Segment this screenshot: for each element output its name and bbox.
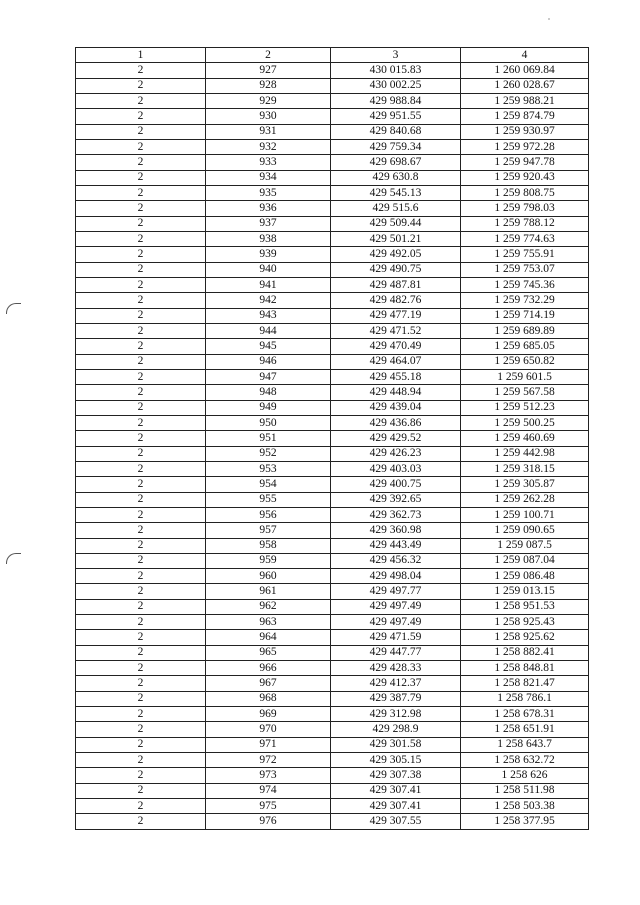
header-cell-col4: 4 <box>461 48 589 63</box>
cell-contour-number: 2 <box>76 216 206 231</box>
cell-point-number: 931 <box>206 124 331 139</box>
cell-x-coordinate: 429 456.32 <box>331 553 461 568</box>
cell-y-coordinate: 1 259 442.98 <box>461 446 589 461</box>
table-row <box>76 569 589 584</box>
table-row <box>76 492 589 507</box>
cell-x-coordinate: 430 002.25 <box>331 78 461 93</box>
table-row <box>76 431 589 446</box>
table-row <box>76 339 589 354</box>
cell-x-coordinate: 429 497.49 <box>331 599 461 614</box>
cell-contour-number: 2 <box>76 124 206 139</box>
cell-x-coordinate: 429 426.23 <box>331 446 461 461</box>
cell-x-coordinate: 429 312.98 <box>331 707 461 722</box>
cell-point-number: 972 <box>206 753 331 768</box>
cell-y-coordinate: 1 259 947.78 <box>461 155 589 170</box>
cell-contour-number: 2 <box>76 446 206 461</box>
cell-y-coordinate: 1 259 755.91 <box>461 247 589 262</box>
cell-x-coordinate: 429 497.49 <box>331 615 461 630</box>
cell-y-coordinate: 1 259 745.36 <box>461 277 589 292</box>
table-row <box>76 63 589 78</box>
cell-x-coordinate: 429 492.05 <box>331 247 461 262</box>
cell-x-coordinate: 429 447.77 <box>331 645 461 660</box>
cell-contour-number: 2 <box>76 93 206 108</box>
cell-x-coordinate: 429 387.79 <box>331 691 461 706</box>
cell-point-number: 941 <box>206 277 331 292</box>
table-row <box>76 645 589 660</box>
cell-contour-number: 2 <box>76 630 206 645</box>
cell-y-coordinate: 1 258 626 <box>461 768 589 783</box>
table-row <box>76 737 589 752</box>
cell-contour-number: 2 <box>76 262 206 277</box>
cell-contour-number: 2 <box>76 247 206 262</box>
coordinates-table <box>75 47 589 830</box>
cell-y-coordinate: 1 260 069.84 <box>461 63 589 78</box>
cell-point-number: 938 <box>206 231 331 246</box>
cell-point-number: 943 <box>206 308 331 323</box>
table-row <box>76 155 589 170</box>
cell-y-coordinate: 1 259 512.23 <box>461 400 589 415</box>
cell-y-coordinate: 1 259 087.5 <box>461 538 589 553</box>
cell-y-coordinate: 1 259 874.79 <box>461 109 589 124</box>
cell-y-coordinate: 1 259 808.75 <box>461 185 589 200</box>
table-row <box>76 262 589 277</box>
cell-contour-number: 2 <box>76 737 206 752</box>
cell-y-coordinate: 1 259 100.71 <box>461 507 589 522</box>
scan-speck <box>548 18 550 20</box>
cell-y-coordinate: 1 258 503.38 <box>461 799 589 814</box>
cell-contour-number: 2 <box>76 799 206 814</box>
cell-x-coordinate: 429 501.21 <box>331 231 461 246</box>
table-row <box>76 323 589 338</box>
table-row <box>76 124 589 139</box>
cell-point-number: 949 <box>206 400 331 415</box>
cell-contour-number: 2 <box>76 783 206 798</box>
cell-contour-number: 2 <box>76 385 206 400</box>
cell-point-number: 948 <box>206 385 331 400</box>
cell-y-coordinate: 1 258 632.72 <box>461 753 589 768</box>
cell-y-coordinate: 1 258 651.91 <box>461 722 589 737</box>
cell-x-coordinate: 429 443.49 <box>331 538 461 553</box>
cell-contour-number: 2 <box>76 109 206 124</box>
cell-y-coordinate: 1 260 028.67 <box>461 78 589 93</box>
cell-y-coordinate: 1 258 848.81 <box>461 661 589 676</box>
cell-point-number: 952 <box>206 446 331 461</box>
cell-point-number: 934 <box>206 170 331 185</box>
cell-x-coordinate: 429 439.04 <box>331 400 461 415</box>
cell-x-coordinate: 429 455.18 <box>331 369 461 384</box>
cell-contour-number: 2 <box>76 431 206 446</box>
table-row <box>76 170 589 185</box>
cell-contour-number: 2 <box>76 645 206 660</box>
table-row <box>76 354 589 369</box>
table-row <box>76 185 589 200</box>
cell-y-coordinate: 1 258 511.98 <box>461 783 589 798</box>
cell-contour-number: 2 <box>76 722 206 737</box>
cell-x-coordinate: 429 490.75 <box>331 262 461 277</box>
header-cell-col1: 1 <box>76 48 206 63</box>
table-row <box>76 783 589 798</box>
cell-contour-number: 2 <box>76 523 206 538</box>
cell-point-number: 929 <box>206 93 331 108</box>
cell-contour-number: 2 <box>76 78 206 93</box>
cell-y-coordinate: 1 259 650.82 <box>461 354 589 369</box>
cell-contour-number: 2 <box>76 400 206 415</box>
cell-y-coordinate: 1 258 925.43 <box>461 615 589 630</box>
cell-point-number: 933 <box>206 155 331 170</box>
cell-point-number: 971 <box>206 737 331 752</box>
cell-point-number: 945 <box>206 339 331 354</box>
cell-contour-number: 2 <box>76 691 206 706</box>
cell-x-coordinate: 429 403.03 <box>331 461 461 476</box>
table-row <box>76 599 589 614</box>
table-row <box>76 768 589 783</box>
cell-point-number: 927 <box>206 63 331 78</box>
cell-x-coordinate: 429 429.52 <box>331 431 461 446</box>
cell-point-number: 970 <box>206 722 331 737</box>
cell-point-number: 957 <box>206 523 331 538</box>
cell-y-coordinate: 1 259 500.25 <box>461 415 589 430</box>
table-row <box>76 477 589 492</box>
cell-contour-number: 2 <box>76 599 206 614</box>
cell-point-number: 953 <box>206 461 331 476</box>
cell-y-coordinate: 1 259 774.63 <box>461 231 589 246</box>
table-row <box>76 369 589 384</box>
cell-y-coordinate: 1 259 788.12 <box>461 216 589 231</box>
cell-y-coordinate: 1 258 882.41 <box>461 645 589 660</box>
table-row <box>76 308 589 323</box>
cell-x-coordinate: 429 497.77 <box>331 584 461 599</box>
cell-x-coordinate: 429 307.38 <box>331 768 461 783</box>
cell-point-number: 950 <box>206 415 331 430</box>
cell-x-coordinate: 429 498.04 <box>331 569 461 584</box>
table-row <box>76 661 589 676</box>
cell-contour-number: 2 <box>76 155 206 170</box>
cell-y-coordinate: 1 259 460.69 <box>461 431 589 446</box>
cell-x-coordinate: 429 305.15 <box>331 753 461 768</box>
table-row <box>76 615 589 630</box>
punch-hole-mark-bottom <box>6 553 21 564</box>
cell-contour-number: 2 <box>76 768 206 783</box>
cell-point-number: 966 <box>206 661 331 676</box>
cell-y-coordinate: 1 259 930.97 <box>461 124 589 139</box>
cell-y-coordinate: 1 258 678.31 <box>461 707 589 722</box>
cell-point-number: 960 <box>206 569 331 584</box>
table-row <box>76 216 589 231</box>
table-row <box>76 799 589 814</box>
cell-x-coordinate: 429 301.58 <box>331 737 461 752</box>
cell-x-coordinate: 429 436.86 <box>331 415 461 430</box>
cell-y-coordinate: 1 258 377.95 <box>461 814 589 829</box>
cell-contour-number: 2 <box>76 707 206 722</box>
cell-point-number: 935 <box>206 185 331 200</box>
cell-y-coordinate: 1 259 305.87 <box>461 477 589 492</box>
cell-contour-number: 2 <box>76 201 206 216</box>
cell-contour-number: 2 <box>76 814 206 829</box>
table-row <box>76 415 589 430</box>
table-row <box>76 722 589 737</box>
cell-contour-number: 2 <box>76 492 206 507</box>
cell-point-number: 965 <box>206 645 331 660</box>
cell-x-coordinate: 429 630.8 <box>331 170 461 185</box>
cell-x-coordinate: 429 545.13 <box>331 185 461 200</box>
cell-x-coordinate: 429 509.44 <box>331 216 461 231</box>
cell-point-number: 951 <box>206 431 331 446</box>
table-row <box>76 753 589 768</box>
cell-x-coordinate: 429 698.67 <box>331 155 461 170</box>
cell-contour-number: 2 <box>76 139 206 154</box>
cell-point-number: 937 <box>206 216 331 231</box>
cell-x-coordinate: 429 428.33 <box>331 661 461 676</box>
table-row <box>76 78 589 93</box>
cell-point-number: 959 <box>206 553 331 568</box>
cell-x-coordinate: 429 307.55 <box>331 814 461 829</box>
cell-y-coordinate: 1 259 013.15 <box>461 584 589 599</box>
cell-contour-number: 2 <box>76 676 206 691</box>
cell-x-coordinate: 429 448.94 <box>331 385 461 400</box>
cell-contour-number: 2 <box>76 185 206 200</box>
cell-contour-number: 2 <box>76 369 206 384</box>
cell-point-number: 954 <box>206 477 331 492</box>
cell-x-coordinate: 429 487.81 <box>331 277 461 292</box>
cell-x-coordinate: 429 471.59 <box>331 630 461 645</box>
cell-y-coordinate: 1 258 643.7 <box>461 737 589 752</box>
cell-contour-number: 2 <box>76 584 206 599</box>
cell-y-coordinate: 1 259 318.15 <box>461 461 589 476</box>
table-row <box>76 523 589 538</box>
cell-x-coordinate: 429 988.84 <box>331 93 461 108</box>
cell-point-number: 928 <box>206 78 331 93</box>
cell-y-coordinate: 1 259 988.21 <box>461 93 589 108</box>
cell-y-coordinate: 1 259 685.05 <box>461 339 589 354</box>
cell-point-number: 975 <box>206 799 331 814</box>
cell-x-coordinate: 429 464.07 <box>331 354 461 369</box>
table-row <box>76 93 589 108</box>
table-row <box>76 553 589 568</box>
table-row <box>76 277 589 292</box>
cell-contour-number: 2 <box>76 354 206 369</box>
cell-contour-number: 2 <box>76 63 206 78</box>
cell-point-number: 942 <box>206 293 331 308</box>
table-row <box>76 231 589 246</box>
cell-x-coordinate: 429 412.37 <box>331 676 461 691</box>
cell-point-number: 947 <box>206 369 331 384</box>
cell-x-coordinate: 429 362.73 <box>331 507 461 522</box>
cell-x-coordinate: 429 951.55 <box>331 109 461 124</box>
table-row <box>76 507 589 522</box>
cell-y-coordinate: 1 258 821.47 <box>461 676 589 691</box>
cell-point-number: 964 <box>206 630 331 645</box>
cell-x-coordinate: 429 470.49 <box>331 339 461 354</box>
cell-x-coordinate: 429 298.9 <box>331 722 461 737</box>
cell-contour-number: 2 <box>76 293 206 308</box>
header-cell-col3: 3 <box>331 48 461 63</box>
cell-y-coordinate: 1 259 601.5 <box>461 369 589 384</box>
cell-x-coordinate: 429 307.41 <box>331 799 461 814</box>
cell-y-coordinate: 1 258 925.62 <box>461 630 589 645</box>
cell-point-number: 944 <box>206 323 331 338</box>
cell-point-number: 930 <box>206 109 331 124</box>
cell-point-number: 940 <box>206 262 331 277</box>
cell-contour-number: 2 <box>76 415 206 430</box>
cell-y-coordinate: 1 259 798.03 <box>461 201 589 216</box>
table-row <box>76 139 589 154</box>
cell-y-coordinate: 1 259 972.28 <box>461 139 589 154</box>
cell-x-coordinate: 429 515.6 <box>331 201 461 216</box>
cell-contour-number: 2 <box>76 553 206 568</box>
cell-point-number: 946 <box>206 354 331 369</box>
cell-contour-number: 2 <box>76 323 206 338</box>
cell-contour-number: 2 <box>76 339 206 354</box>
cell-y-coordinate: 1 259 689.89 <box>461 323 589 338</box>
table-row <box>76 400 589 415</box>
table-row <box>76 461 589 476</box>
table-row <box>76 385 589 400</box>
cell-contour-number: 2 <box>76 615 206 630</box>
table-row <box>76 446 589 461</box>
cell-x-coordinate: 429 307.41 <box>331 783 461 798</box>
cell-point-number: 969 <box>206 707 331 722</box>
cell-contour-number: 2 <box>76 569 206 584</box>
cell-point-number: 973 <box>206 768 331 783</box>
cell-point-number: 976 <box>206 814 331 829</box>
cell-contour-number: 2 <box>76 277 206 292</box>
cell-y-coordinate: 1 258 786.1 <box>461 691 589 706</box>
cell-x-coordinate: 429 360.98 <box>331 523 461 538</box>
cell-x-coordinate: 430 015.83 <box>331 63 461 78</box>
table-row <box>76 814 589 829</box>
cell-y-coordinate: 1 259 086.48 <box>461 569 589 584</box>
cell-contour-number: 2 <box>76 507 206 522</box>
table-row <box>76 293 589 308</box>
cell-y-coordinate: 1 259 090.65 <box>461 523 589 538</box>
cell-y-coordinate: 1 259 087.04 <box>461 553 589 568</box>
cell-y-coordinate: 1 259 753.07 <box>461 262 589 277</box>
cell-point-number: 974 <box>206 783 331 798</box>
table-row <box>76 676 589 691</box>
cell-contour-number: 2 <box>76 170 206 185</box>
cell-x-coordinate: 429 392.65 <box>331 492 461 507</box>
cell-point-number: 961 <box>206 584 331 599</box>
cell-point-number: 936 <box>206 201 331 216</box>
cell-y-coordinate: 1 258 951.53 <box>461 599 589 614</box>
table-row <box>76 630 589 645</box>
cell-contour-number: 2 <box>76 231 206 246</box>
cell-point-number: 939 <box>206 247 331 262</box>
cell-contour-number: 2 <box>76 308 206 323</box>
cell-contour-number: 2 <box>76 661 206 676</box>
cell-contour-number: 2 <box>76 753 206 768</box>
cell-point-number: 968 <box>206 691 331 706</box>
cell-point-number: 955 <box>206 492 331 507</box>
cell-y-coordinate: 1 259 714.19 <box>461 308 589 323</box>
table-row <box>76 109 589 124</box>
cell-point-number: 967 <box>206 676 331 691</box>
cell-y-coordinate: 1 259 262.28 <box>461 492 589 507</box>
header-cell-col2: 2 <box>206 48 331 63</box>
cell-y-coordinate: 1 259 567.58 <box>461 385 589 400</box>
table-row <box>76 201 589 216</box>
cell-contour-number: 2 <box>76 461 206 476</box>
table-row <box>76 691 589 706</box>
cell-x-coordinate: 429 477.19 <box>331 308 461 323</box>
cell-x-coordinate: 429 482.76 <box>331 293 461 308</box>
table-row <box>76 584 589 599</box>
cell-point-number: 956 <box>206 507 331 522</box>
punch-hole-mark-top <box>6 303 21 314</box>
coordinates-table-body <box>76 48 589 830</box>
cell-x-coordinate: 429 759.34 <box>331 139 461 154</box>
cell-point-number: 962 <box>206 599 331 614</box>
cell-x-coordinate: 429 471.52 <box>331 323 461 338</box>
table-row <box>76 247 589 262</box>
cell-contour-number: 2 <box>76 538 206 553</box>
table-row <box>76 707 589 722</box>
table-row <box>76 538 589 553</box>
cell-point-number: 932 <box>206 139 331 154</box>
cell-x-coordinate: 429 400.75 <box>331 477 461 492</box>
cell-point-number: 963 <box>206 615 331 630</box>
cell-y-coordinate: 1 259 732.29 <box>461 293 589 308</box>
cell-y-coordinate: 1 259 920.43 <box>461 170 589 185</box>
cell-contour-number: 2 <box>76 477 206 492</box>
cell-point-number: 958 <box>206 538 331 553</box>
table-header-row <box>76 48 589 63</box>
cell-x-coordinate: 429 840.68 <box>331 124 461 139</box>
